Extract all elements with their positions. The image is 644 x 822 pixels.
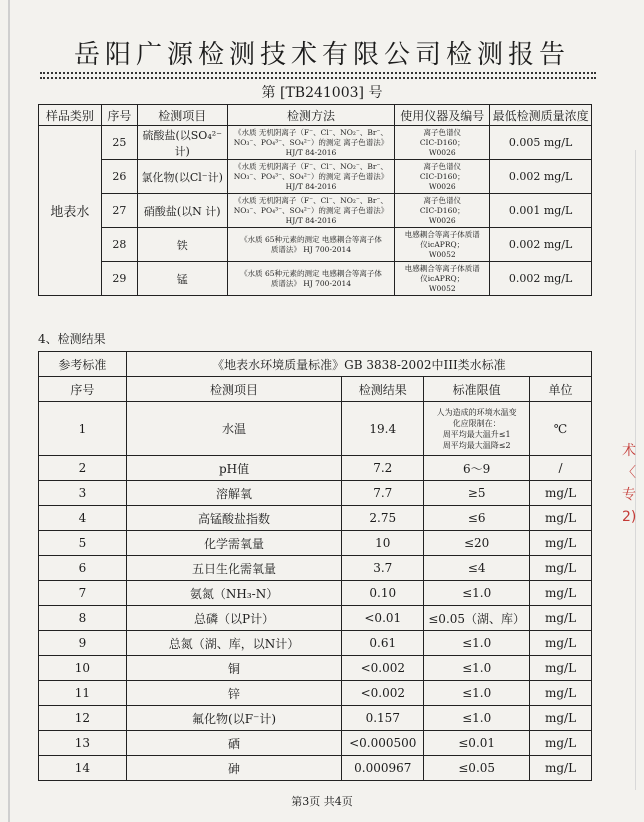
row-instrument: 离子色谱仪 CIC-D160； W0026 <box>395 126 490 160</box>
header-no: 序号 <box>39 377 127 402</box>
row-item: 砷 <box>126 756 342 781</box>
header-no: 序号 <box>101 105 137 126</box>
page-footer: 第3页 共4页 <box>291 795 353 808</box>
row-result: <0.002 <box>342 656 424 681</box>
result-row <box>39 631 592 656</box>
row-limit: 0.002 mg/L <box>490 262 592 296</box>
row-unit: mg/L <box>530 531 592 556</box>
row-limit: ≤6 <box>424 506 530 531</box>
sample-category: 地表水 <box>39 126 102 296</box>
row-item: 氟化物(以F⁻计) <box>126 706 342 731</box>
methods-row <box>39 262 592 296</box>
row-item: 高锰酸盐指数 <box>126 506 342 531</box>
row-item: 化学需氧量 <box>126 531 342 556</box>
result-row <box>39 706 592 731</box>
header-item: 检测项目 <box>137 105 227 126</box>
row-item: 锌 <box>126 681 342 706</box>
row-no: 5 <box>39 531 127 556</box>
result-row <box>39 556 592 581</box>
row-result: <0.01 <box>342 606 424 631</box>
reference-standard: 《地表水环境质量标准》GB 3838-2002中III类水标准 <box>126 352 591 377</box>
row-limit: ≥5 <box>424 481 530 506</box>
seal-stamp-fragment: 术 〈 专 2) <box>622 443 637 525</box>
row-limit: 0.002 mg/L <box>490 228 592 262</box>
row-instrument: 电感耦合等离子体质谱 仪icAPRQ； W0052 <box>395 262 490 296</box>
row-unit: mg/L <box>530 681 592 706</box>
header-unit: 单位 <box>530 377 592 402</box>
row-no: 1 <box>39 402 127 456</box>
row-no: 6 <box>39 556 127 581</box>
row-item: 硫酸盐(以SO₄²⁻计) <box>137 126 227 160</box>
results-table <box>38 351 592 781</box>
row-item: 水温 <box>126 402 342 456</box>
row-unit: mg/L <box>530 481 592 506</box>
row-limit: 0.005 mg/L <box>490 126 592 160</box>
report-title: 岳阳广源检测技术有限公司检测报告 <box>73 40 570 70</box>
row-no: 12 <box>39 706 127 731</box>
row-item: 硒 <box>126 731 342 756</box>
row-method: 《水质 65种元素的测定 电感耦合等离子体 质谱法》 HJ 700-2014 <box>227 262 395 296</box>
result-row <box>39 606 592 631</box>
row-unit: mg/L <box>530 756 592 781</box>
row-limit: ≤4 <box>424 556 530 581</box>
row-no: 27 <box>101 194 137 228</box>
row-no: 29 <box>101 262 137 296</box>
row-limit: 0.002 mg/L <box>490 160 592 194</box>
row-item: pH值 <box>126 456 342 481</box>
row-result: 19.4 <box>342 402 424 456</box>
row-result: 7.2 <box>342 456 424 481</box>
header-item: 检测项目 <box>126 377 342 402</box>
row-no: 9 <box>39 631 127 656</box>
row-limit: 人为造成的环境水温变 化应限制在： 周平均最大温升≤1 周平均最大温降≤2 <box>424 402 530 456</box>
row-unit: mg/L <box>530 631 592 656</box>
methods-row <box>39 228 592 262</box>
row-no: 7 <box>39 581 127 606</box>
result-row <box>39 731 592 756</box>
row-result: 10 <box>342 531 424 556</box>
result-row <box>39 531 592 556</box>
methods-row <box>39 126 592 160</box>
result-row <box>39 506 592 531</box>
row-instrument: 离子色谱仪 CIC-D160； W0026 <box>395 160 490 194</box>
row-result: 0.10 <box>342 581 424 606</box>
row-result: 3.7 <box>342 556 424 581</box>
methods-row <box>39 194 592 228</box>
row-unit: mg/L <box>530 581 592 606</box>
row-unit: mg/L <box>530 506 592 531</box>
row-unit: mg/L <box>530 606 592 631</box>
methods-row <box>39 160 592 194</box>
row-instrument: 离子色谱仪 CIC-D160； W0026 <box>395 194 490 228</box>
row-no: 4 <box>39 506 127 531</box>
row-item: 锰 <box>137 262 227 296</box>
row-method: 《水质 无机阴离子（F⁻、Cl⁻、NO₂⁻、Br⁻、 NO₃⁻、PO₄³⁻、SO₄²⁻）的测定 离子色谱法》 HJ/T 84-2016 <box>227 194 395 228</box>
results-header-row <box>39 377 592 402</box>
row-item: 硝酸盐(以N 计) <box>137 194 227 228</box>
reference-label: 参考标准 <box>39 352 127 377</box>
report-number: 第 [TB241003] 号 <box>261 85 383 101</box>
row-no: 13 <box>39 731 127 756</box>
row-limit: ≤0.01 <box>424 731 530 756</box>
row-limit: ≤0.05 <box>424 756 530 781</box>
row-result: 0.000967 <box>342 756 424 781</box>
result-row <box>39 581 592 606</box>
row-unit: mg/L <box>530 556 592 581</box>
header-sample-category: 样品类别 <box>39 105 102 126</box>
row-limit: ≤1.0 <box>424 631 530 656</box>
row-unit: mg/L <box>530 731 592 756</box>
row-item: 溶解氧 <box>126 481 342 506</box>
row-no: 11 <box>39 681 127 706</box>
result-row <box>39 656 592 681</box>
header-method: 检测方法 <box>227 105 395 126</box>
row-item: 氯化物(以Cl⁻计) <box>137 160 227 194</box>
row-result: 2.75 <box>342 506 424 531</box>
row-result: <0.000500 <box>342 731 424 756</box>
row-no: 8 <box>39 606 127 631</box>
row-limit: ≤20 <box>424 531 530 556</box>
binding-edge <box>8 0 10 822</box>
title-divider-top <box>40 72 596 74</box>
row-unit: mg/L <box>530 656 592 681</box>
result-row <box>39 456 592 481</box>
section-title: 4、检测结果 <box>38 332 106 346</box>
row-unit: ℃ <box>530 402 592 456</box>
header-result: 检测结果 <box>342 377 424 402</box>
row-item: 氨氮（NH₃-N） <box>126 581 342 606</box>
row-item: 五日生化需氧量 <box>126 556 342 581</box>
row-limit: ≤1.0 <box>424 581 530 606</box>
row-no: 14 <box>39 756 127 781</box>
row-method: 《水质 无机阴离子（F⁻、Cl⁻、NO₂⁻、Br⁻、 NO₃⁻、PO₄³⁻、SO₄²⁻）的测定 离子色谱法》 HJ/T 84-2016 <box>227 160 395 194</box>
methods-header-row <box>39 105 592 126</box>
row-instrument: 电感耦合等离子体质谱 仪icAPRQ； W0052 <box>395 228 490 262</box>
row-limit: ≤1.0 <box>424 681 530 706</box>
result-row <box>39 402 592 456</box>
row-no: 2 <box>39 456 127 481</box>
row-item: 铜 <box>126 656 342 681</box>
row-no: 10 <box>39 656 127 681</box>
result-row <box>39 481 592 506</box>
row-no: 26 <box>101 160 137 194</box>
header-detection-limit: 最低检测质量浓度 <box>490 105 592 126</box>
result-row <box>39 756 592 781</box>
row-result: 0.61 <box>342 631 424 656</box>
row-no: 3 <box>39 481 127 506</box>
row-result: <0.002 <box>342 681 424 706</box>
row-result: 0.157 <box>342 706 424 731</box>
reference-row <box>39 352 592 377</box>
row-limit: 0.001 mg/L <box>490 194 592 228</box>
row-method: 《水质 无机阴离子（F⁻、Cl⁻、NO₂⁻、Br⁻、 NO₃⁻、PO₄³⁻、SO₄²⁻）的测定 离子色谱法》 HJ/T 84-2016 <box>227 126 395 160</box>
row-item: 铁 <box>137 228 227 262</box>
row-limit: ≤1.0 <box>424 706 530 731</box>
row-no: 25 <box>101 126 137 160</box>
row-unit: / <box>530 456 592 481</box>
header-instrument: 使用仪器及编号 <box>395 105 490 126</box>
row-no: 28 <box>101 228 137 262</box>
row-unit: mg/L <box>530 706 592 731</box>
header-limit: 标准限值 <box>424 377 530 402</box>
row-method: 《水质 65种元素的测定 电感耦合等离子体 质谱法》 HJ 700-2014 <box>227 228 395 262</box>
row-item: 总磷（以P计） <box>126 606 342 631</box>
row-limit: 6～9 <box>424 456 530 481</box>
row-limit: ≤0.05（湖、库） <box>424 606 530 631</box>
result-row <box>39 681 592 706</box>
row-item: 总氮（湖、库，以N计） <box>126 631 342 656</box>
row-limit: ≤1.0 <box>424 656 530 681</box>
methods-table <box>38 104 592 296</box>
title-divider-bottom <box>40 77 596 79</box>
row-result: 7.7 <box>342 481 424 506</box>
